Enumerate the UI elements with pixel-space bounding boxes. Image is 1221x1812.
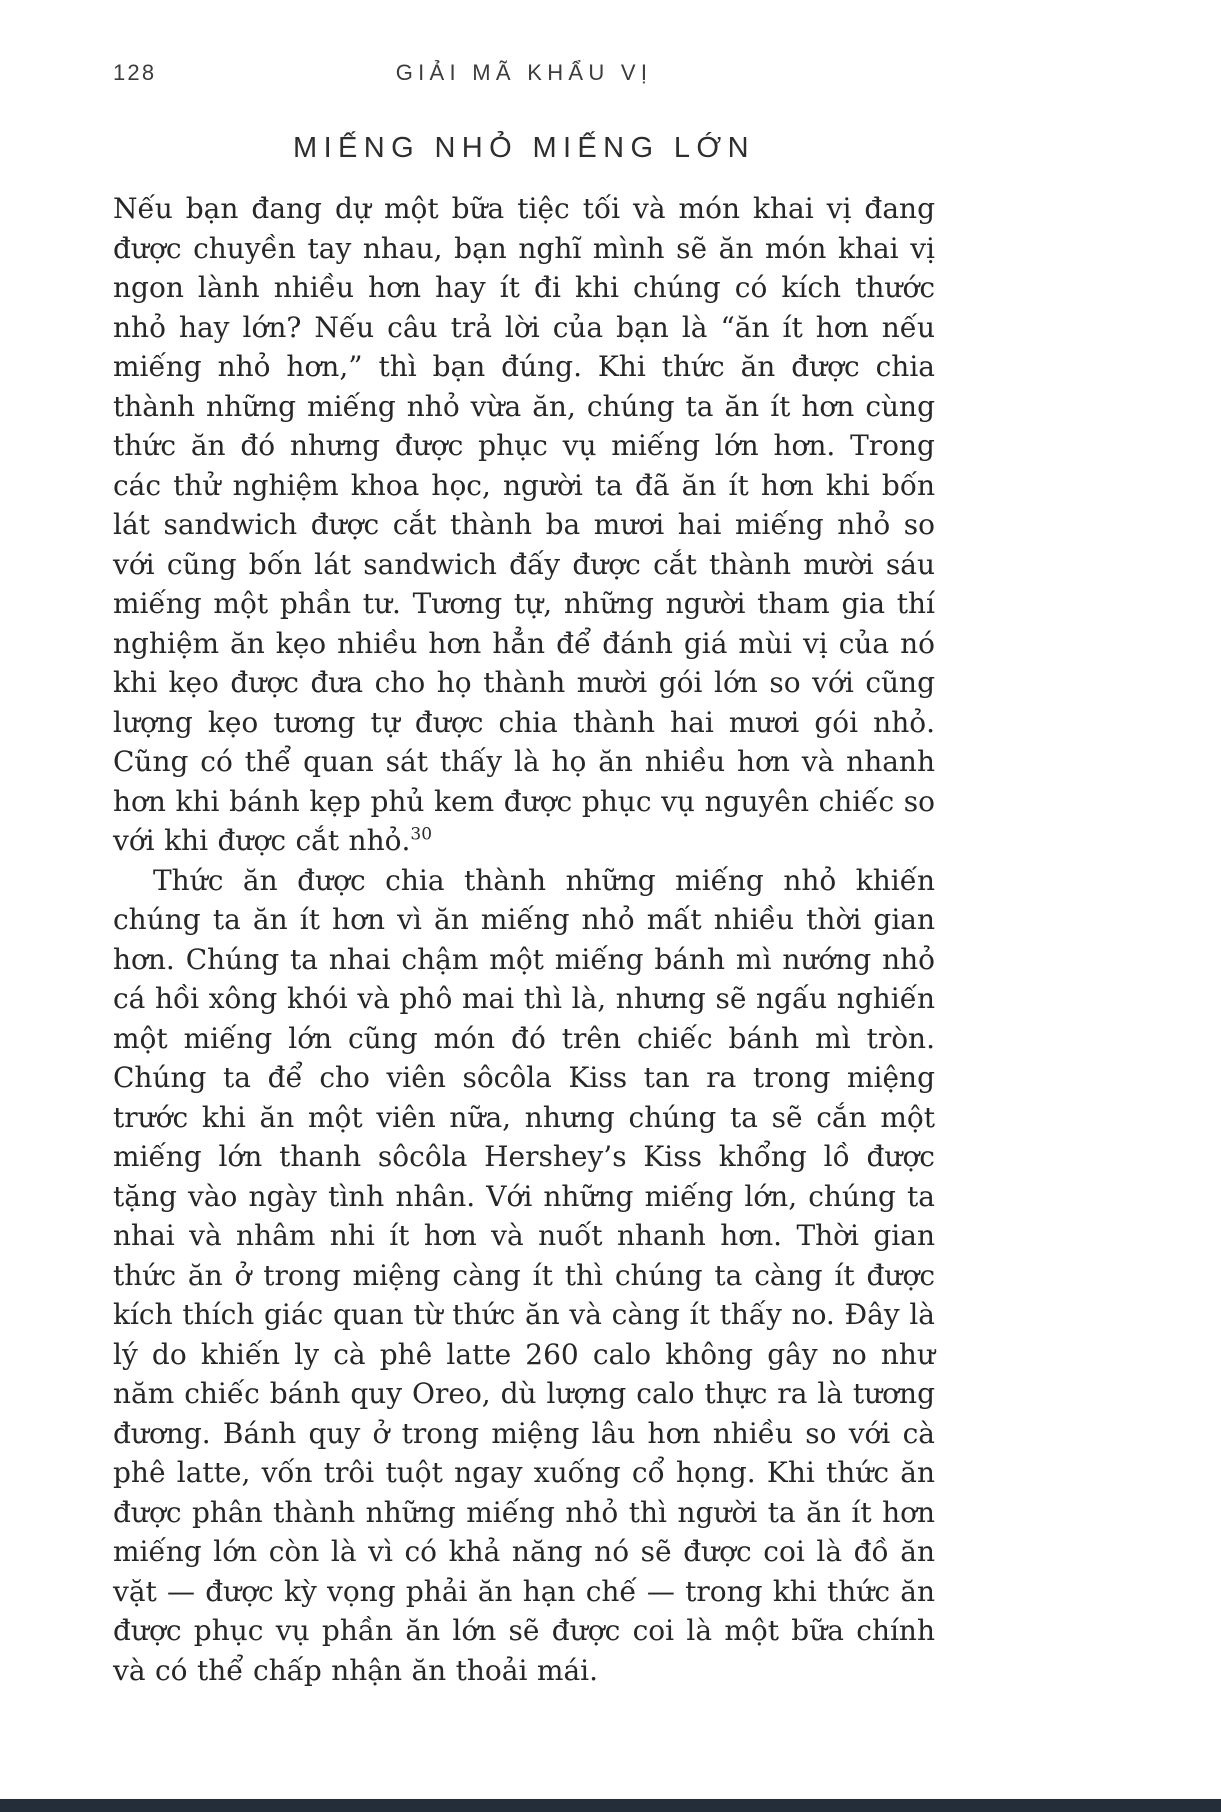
page-content	[113, 132, 935, 1690]
section-title: MIẾNG NHỎ MIẾNG LỚN	[293, 132, 755, 164]
paragraph-2: Thức ăn được chia thành những miếng nhỏ khiến chúng ta ăn ít hơn vì ăn miếng nhỏ mất nhiều thời gian hơn. Chúng ta nhai chậm một miếng bánh mì nướng nhỏ cá hồi xông khói và phô mai thì là, nhưng sẽ ngấu nghiến một miếng lớn cũng món đó trên chiếc bánh mì tròn. Chúng ta để cho viên sôcôla Kiss tan ra trong miệng trước khi ăn một viên nữa, nhưng chúng ta sẽ cắn một miếng lớn thanh sôcôla Hershey’s Kiss khổng lồ được tặng vào ngày tình nhân. Với những miếng lớn, chúng ta nhai và nhâm nhi ít hơn và nuốt nhanh hơn. Thời gian thức ăn ở trong miệng càng ít thì chúng ta càng ít được kích thích giác quan từ thức ăn và càng ít thấy no. Đây là lý do khiến ly cà phê latte 260 calo không gây no như năm chiếc bánh quy Oreo, dù lượng calo thực ra là tương đương. Bánh quy ở trong miệng lâu hơn nhiều so với cà phê latte, vốn trôi tuột ngay xuống cổ họng. Khi thức ăn được phân thành những miếng nhỏ thì người ta ăn ít hơn miếng lớn còn là vì có khả năng nó sẽ được coi là đồ ăn vặt — được kỳ vọng phải ăn hạn chế — trong khi thức ăn được phục vụ phần ăn lớn sẽ được coi là một bữa chính và có thể chấp nhận ăn thoải mái.	[113, 863, 935, 1687]
page-bottom-edge	[0, 1799, 1221, 1812]
running-header: GIẢI MÃ KHẨU VỊ	[395, 60, 653, 85]
page-number: 128	[113, 60, 157, 85]
footnote-marker: 30	[410, 824, 433, 845]
paragraph-1-text: Nếu bạn đang dự một bữa tiệc tối và món khai vị đang được chuyền tay nhau, bạn nghĩ mình sẽ ăn món khai vị ngon lành nhiều hơn hay ít đi khi chúng có kích thước nhỏ hay lớn? Nếu câu trả lời của bạn là “ăn ít hơn nếu miếng nhỏ hơn,” thì bạn đúng. Khi thức ăn được chia thành những miếng nhỏ vừa ăn, chúng ta ăn ít hơn cùng thức ăn đó nhưng được phục vụ miếng lớn hơn. Trong các thử nghiệm khoa học, người ta đã ăn ít hơn khi bốn lát sandwich được cắt thành ba mươi hai miếng nhỏ so với cũng bốn lát sandwich đấy được cắt thành mười sáu miếng một phần tư. Tương tự, những người tham gia thí nghiệm ăn kẹo nhiều hơn hẳn để đánh giá mùi vị của nó khi kẹo được đưa cho họ thành mười gói lớn so với cũng lượng kẹo tương tự được chia thành hai mươi gói nhỏ. Cũng có thể quan sát thấy là họ ăn nhiều hơn và nhanh hơn khi bánh kẹp phủ kem được phục vụ nguyên chiếc so với khi được cắt nhỏ.	[113, 192, 935, 857]
page-header	[113, 60, 935, 86]
paragraph-1	[113, 189, 935, 861]
